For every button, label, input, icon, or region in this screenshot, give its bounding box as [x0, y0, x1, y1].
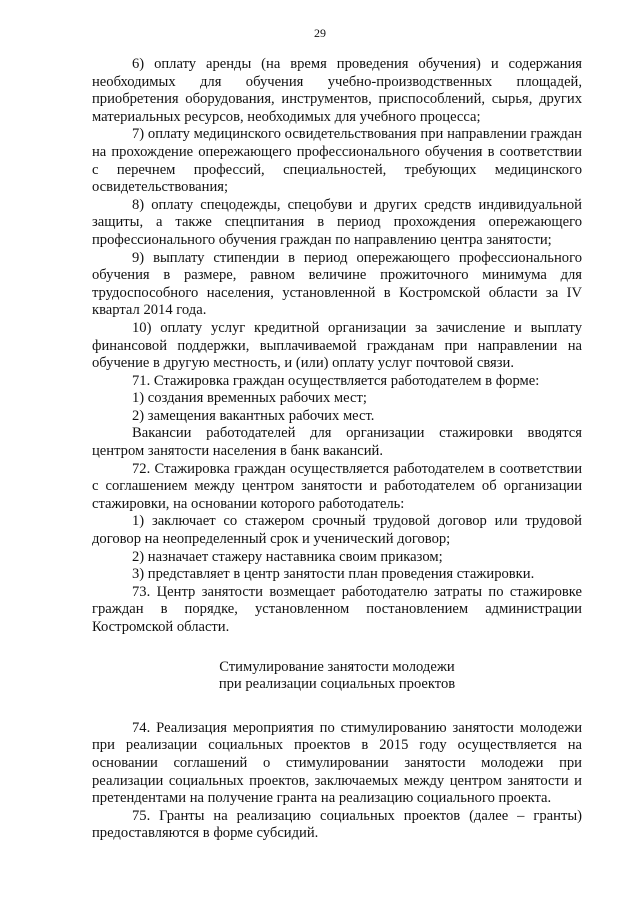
paragraph-item-7: 7) оплату медицинского освидетельствования при направлении граждан на прохождение опережающего профессионального обучения в соответствии с перечнем профессий, специальностей, требующих медицинского освидетельствования; [92, 126, 582, 196]
paragraph-item-9: 9) выплату стипендии в период опережающего профессионального обучения в размере, равном величине прожиточного минимума для трудоспособного населения, установленной в Костромской области за IV квартал 2014 года. [92, 249, 582, 319]
section-heading [92, 659, 582, 694]
paragraph-73: 73. Центр занятости возмещает работодателю затраты по стажировке граждан в порядке, установленном постановлением администрации Костромской области. [92, 583, 582, 635]
paragraph-72-item-1: 1) заключает со стажером срочный трудовой договор или трудовой договор на неопределенный срок и ученический договор; [92, 513, 582, 548]
paragraph-75: 75. Гранты на реализацию социальных проектов (далее – гранты) предоставляются в форме субсидий. [92, 807, 582, 842]
paragraph-71: 71. Стажировка граждан осуществляется работодателем в форме: [132, 372, 540, 389]
paragraph-item-6: 6) оплату аренды (на время проведения обучения) и содержания необходимых для обучения учебно-производственных площадей, приобретения оборудования, инструментов, приспособлений, сырья, других материальных ресурсов, необходимых для учебного процесса; [92, 56, 582, 125]
paragraph-item-10: 10) оплату услуг кредитной организации за зачисление и выплату финансовой поддержки, выплачиваемой гражданам при направлении на обучение в другую местность, и (или) оплату услуг почтовой связи. [92, 319, 582, 372]
paragraph-72-item-2: 2) назначает стажеру наставника своим приказом; [132, 548, 443, 565]
paragraph-74: 74. Реализация мероприятия по стимулированию занятости молодежи при реализации социальных проектов в 2015 году осуществляется на основании соглашений о стимулировании занятости молодежи при реализации социальных проектов, заключаемых между центром занятости и претендентами на получение гранта на реализацию социального проекта. [92, 719, 582, 807]
paragraph-vacancies: Вакансии работодателей для организации стажировки вводятся центром занятости населения в банк вакансий. [92, 425, 582, 460]
paragraph-71-item-1: 1) создания временных рабочих мест; [132, 390, 367, 407]
paragraph-72: 72. Стажировка граждан осуществляется работодателем в соответствии с соглашением между центром занятости и работодателем об организации стажировки, на основании которого работодатель: [92, 460, 582, 512]
document-body [92, 56, 582, 843]
paragraph-item-8: 8) оплату спецодежды, спецобуви и других средств индивидуальной защиты, а также спецпитания в период прохождения опережающего профессионального обучения граждан по направлению центра занятости; [92, 196, 582, 248]
page-number: 29 [314, 26, 326, 40]
section-heading-line-2: при реализации социальных проектов [218, 676, 456, 693]
paragraph-72-item-3: 3) представляет в центр занятости план проведения стажировки. [132, 566, 535, 583]
paragraph-71-item-2: 2) замещения вакантных рабочих мест. [132, 407, 375, 424]
section-heading-line-1: Стимулирование занятости молодежи [219, 658, 455, 675]
